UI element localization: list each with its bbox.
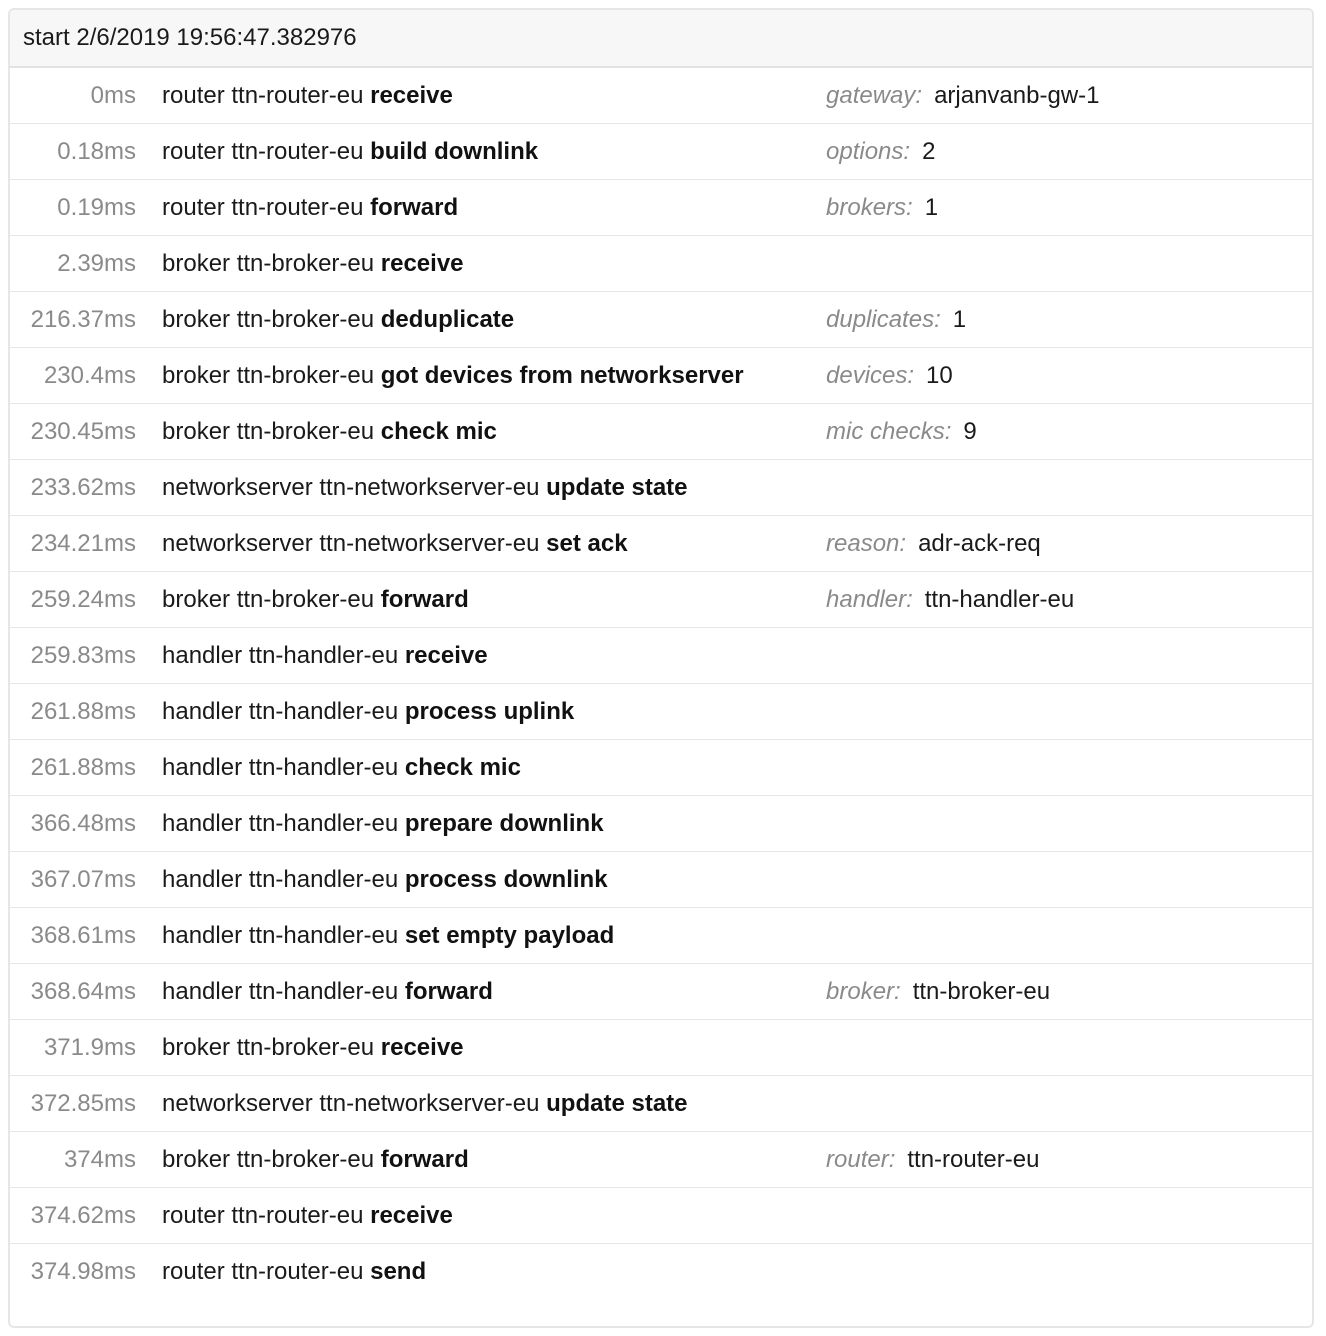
trace-event-row: [10, 740, 1312, 796]
event-instance: ttn-broker-eu: [236, 1145, 375, 1173]
event-instance: ttn-handler-eu: [248, 977, 399, 1005]
trace-event-row: [10, 124, 1312, 180]
event-instance: ttn-networkserver-eu: [319, 473, 540, 501]
event-action: process uplink: [404, 697, 575, 725]
event-component: broker: [162, 1033, 231, 1061]
event-metadata: [802, 194, 1312, 222]
event-metadata: [802, 138, 1312, 166]
event-time: 230.4ms: [43, 361, 136, 389]
event-time: 259.24ms: [30, 585, 136, 613]
event-meta-key: mic checks:: [826, 417, 952, 445]
event-action: receive: [380, 249, 464, 277]
trace-panel: [8, 8, 1314, 1328]
trace-event-row: [10, 516, 1312, 572]
event-metadata: [802, 418, 1312, 446]
trace-event-row: [10, 68, 1312, 124]
event-instance: ttn-handler-eu: [248, 641, 399, 669]
event-component: handler: [162, 697, 243, 725]
event-metadata: [802, 82, 1312, 110]
event-description: [136, 866, 802, 894]
trace-event-row: [10, 796, 1312, 852]
event-meta-value: ttn-handler-eu: [924, 585, 1075, 613]
event-meta-value: ttn-broker-eu: [912, 977, 1051, 1005]
event-time: 0.18ms: [57, 137, 136, 165]
event-component: handler: [162, 641, 243, 669]
event-meta-key: router:: [826, 1145, 896, 1173]
event-component: handler: [162, 865, 243, 893]
event-meta-key: gateway:: [826, 81, 923, 109]
event-component: broker: [162, 249, 231, 277]
event-time: 0ms: [90, 81, 136, 109]
event-instance: ttn-broker-eu: [236, 305, 375, 333]
event-instance: ttn-broker-eu: [236, 249, 375, 277]
event-time: 259.83ms: [30, 641, 136, 669]
trace-event-row: [10, 852, 1312, 908]
trace-event-row: [10, 684, 1312, 740]
event-meta-value: 1: [924, 193, 939, 221]
event-time: 374ms: [63, 1145, 136, 1173]
trace-event-row: [10, 964, 1312, 1020]
trace-event-row: [10, 1076, 1312, 1132]
trace-start-title: start 2/6/2019 19:56:47.382976: [23, 24, 357, 51]
event-action: receive: [370, 81, 453, 109]
event-instance: ttn-handler-eu: [248, 809, 399, 837]
event-component: handler: [162, 753, 243, 781]
event-meta-key: broker:: [826, 977, 901, 1005]
trace-header: [10, 10, 1312, 68]
event-action: build downlink: [370, 137, 539, 165]
trace-event-row: [10, 404, 1312, 460]
event-action: update state: [546, 1089, 688, 1117]
event-meta-key: brokers:: [826, 193, 913, 221]
event-description: [136, 978, 802, 1006]
event-action: forward: [370, 193, 459, 221]
event-metadata: [802, 1146, 1312, 1174]
event-description: [136, 418, 802, 446]
event-instance: ttn-broker-eu: [236, 1033, 375, 1061]
event-instance: ttn-router-eu: [231, 81, 364, 109]
event-time: 367.07ms: [30, 865, 136, 893]
event-metadata: [802, 586, 1312, 614]
event-instance: ttn-broker-eu: [236, 361, 375, 389]
event-instance: ttn-handler-eu: [248, 921, 399, 949]
event-instance: ttn-router-eu: [231, 1201, 364, 1229]
event-meta-key: devices:: [826, 361, 915, 389]
event-action: set empty payload: [404, 921, 615, 949]
event-action: receive: [404, 641, 488, 669]
event-component: broker: [162, 305, 231, 333]
event-time: 234.21ms: [30, 529, 136, 557]
event-description: [136, 194, 802, 222]
event-time: 368.61ms: [30, 921, 136, 949]
event-action: forward: [380, 1145, 469, 1173]
event-metadata: [802, 362, 1312, 390]
event-time: 368.64ms: [30, 977, 136, 1005]
event-action: forward: [380, 585, 469, 613]
event-description: [136, 1146, 802, 1174]
event-time: 366.48ms: [30, 809, 136, 837]
event-action: prepare downlink: [404, 809, 604, 837]
event-description: [136, 1034, 802, 1062]
event-component: broker: [162, 1145, 231, 1173]
event-meta-value: arjanvanb-gw-1: [934, 81, 1100, 109]
event-action: got devices from networkserver: [380, 361, 744, 389]
event-component: broker: [162, 361, 231, 389]
trace-event-row: [10, 1188, 1312, 1244]
event-meta-key: options:: [826, 137, 911, 165]
event-instance: ttn-router-eu: [231, 1258, 364, 1285]
event-instance: ttn-networkserver-eu: [319, 1089, 540, 1117]
event-instance: ttn-broker-eu: [236, 417, 375, 445]
event-description: [136, 306, 802, 334]
event-component: broker: [162, 585, 231, 613]
event-time: 374.98ms: [30, 1258, 136, 1285]
event-metadata: [802, 306, 1312, 334]
event-description: [136, 810, 802, 838]
event-description: [136, 698, 802, 726]
event-meta-value: 9: [963, 417, 977, 445]
event-description: [136, 922, 802, 950]
event-instance: ttn-router-eu: [231, 193, 364, 221]
event-instance: ttn-networkserver-eu: [319, 529, 540, 557]
event-component: router: [162, 1201, 225, 1229]
event-component: broker: [162, 417, 231, 445]
event-description: [136, 82, 802, 110]
event-component: router: [162, 137, 225, 165]
trace-event-row: [10, 908, 1312, 964]
event-meta-value: 10: [926, 361, 953, 389]
event-description: [136, 530, 802, 558]
event-action: set ack: [546, 529, 628, 557]
event-description: [136, 1090, 802, 1118]
trace-event-row: [10, 1244, 1312, 1300]
event-instance: ttn-handler-eu: [248, 753, 399, 781]
event-meta-value: ttn-router-eu: [907, 1145, 1040, 1173]
event-time: 374.62ms: [30, 1201, 136, 1229]
event-description: [136, 642, 802, 670]
event-time: 261.88ms: [30, 697, 136, 725]
event-action: receive: [370, 1201, 453, 1229]
trace-event-row: [10, 292, 1312, 348]
event-meta-value: 2: [922, 137, 936, 165]
trace-event-row: [10, 1132, 1312, 1188]
trace-event-row: [10, 1020, 1312, 1076]
event-meta-value: adr-ack-req: [918, 529, 1041, 557]
trace-event-list: [10, 68, 1312, 1300]
event-description: [136, 754, 802, 782]
trace-event-row: [10, 180, 1312, 236]
event-meta-key: reason:: [826, 529, 907, 557]
event-action: process downlink: [404, 865, 608, 893]
event-time: 216.37ms: [30, 305, 136, 333]
event-component: router: [162, 193, 225, 221]
event-time: 233.62ms: [30, 473, 136, 501]
event-time: 372.85ms: [30, 1089, 136, 1117]
event-description: [136, 250, 802, 278]
trace-event-row: [10, 572, 1312, 628]
event-metadata: [802, 530, 1312, 558]
event-meta-value: 1: [952, 305, 967, 333]
event-description: [136, 362, 802, 390]
event-action: send: [370, 1258, 427, 1285]
event-component: router: [162, 1258, 225, 1285]
event-time: 2.39ms: [57, 249, 136, 277]
trace-event-row: [10, 348, 1312, 404]
event-action: deduplicate: [380, 305, 515, 333]
event-action: forward: [404, 977, 493, 1005]
event-action: check mic: [380, 417, 497, 445]
event-description: [136, 138, 802, 166]
event-instance: ttn-handler-eu: [248, 865, 399, 893]
event-instance: ttn-broker-eu: [236, 585, 375, 613]
event-component: networkserver: [162, 1089, 313, 1117]
trace-event-row: [10, 460, 1312, 516]
event-description: [136, 586, 802, 614]
event-instance: ttn-router-eu: [231, 137, 364, 165]
event-component: router: [162, 81, 225, 109]
event-metadata: [802, 978, 1312, 1006]
event-action: receive: [380, 1033, 464, 1061]
event-description: [136, 474, 802, 502]
event-time: 230.45ms: [30, 417, 136, 445]
event-instance: ttn-handler-eu: [248, 697, 399, 725]
event-time: 261.88ms: [30, 753, 136, 781]
event-component: handler: [162, 921, 243, 949]
event-time: 371.9ms: [43, 1033, 136, 1061]
trace-event-row: [10, 628, 1312, 684]
event-description: [136, 1202, 802, 1230]
event-meta-key: handler:: [826, 585, 913, 613]
trace-event-row: [10, 236, 1312, 292]
event-meta-key: duplicates:: [826, 305, 941, 333]
event-action: update state: [546, 473, 688, 501]
event-component: networkserver: [162, 473, 313, 501]
event-time: 0.19ms: [57, 193, 136, 221]
event-component: handler: [162, 977, 243, 1005]
event-description: [136, 1258, 802, 1286]
event-action: check mic: [404, 753, 521, 781]
event-component: networkserver: [162, 529, 313, 557]
event-component: handler: [162, 809, 243, 837]
